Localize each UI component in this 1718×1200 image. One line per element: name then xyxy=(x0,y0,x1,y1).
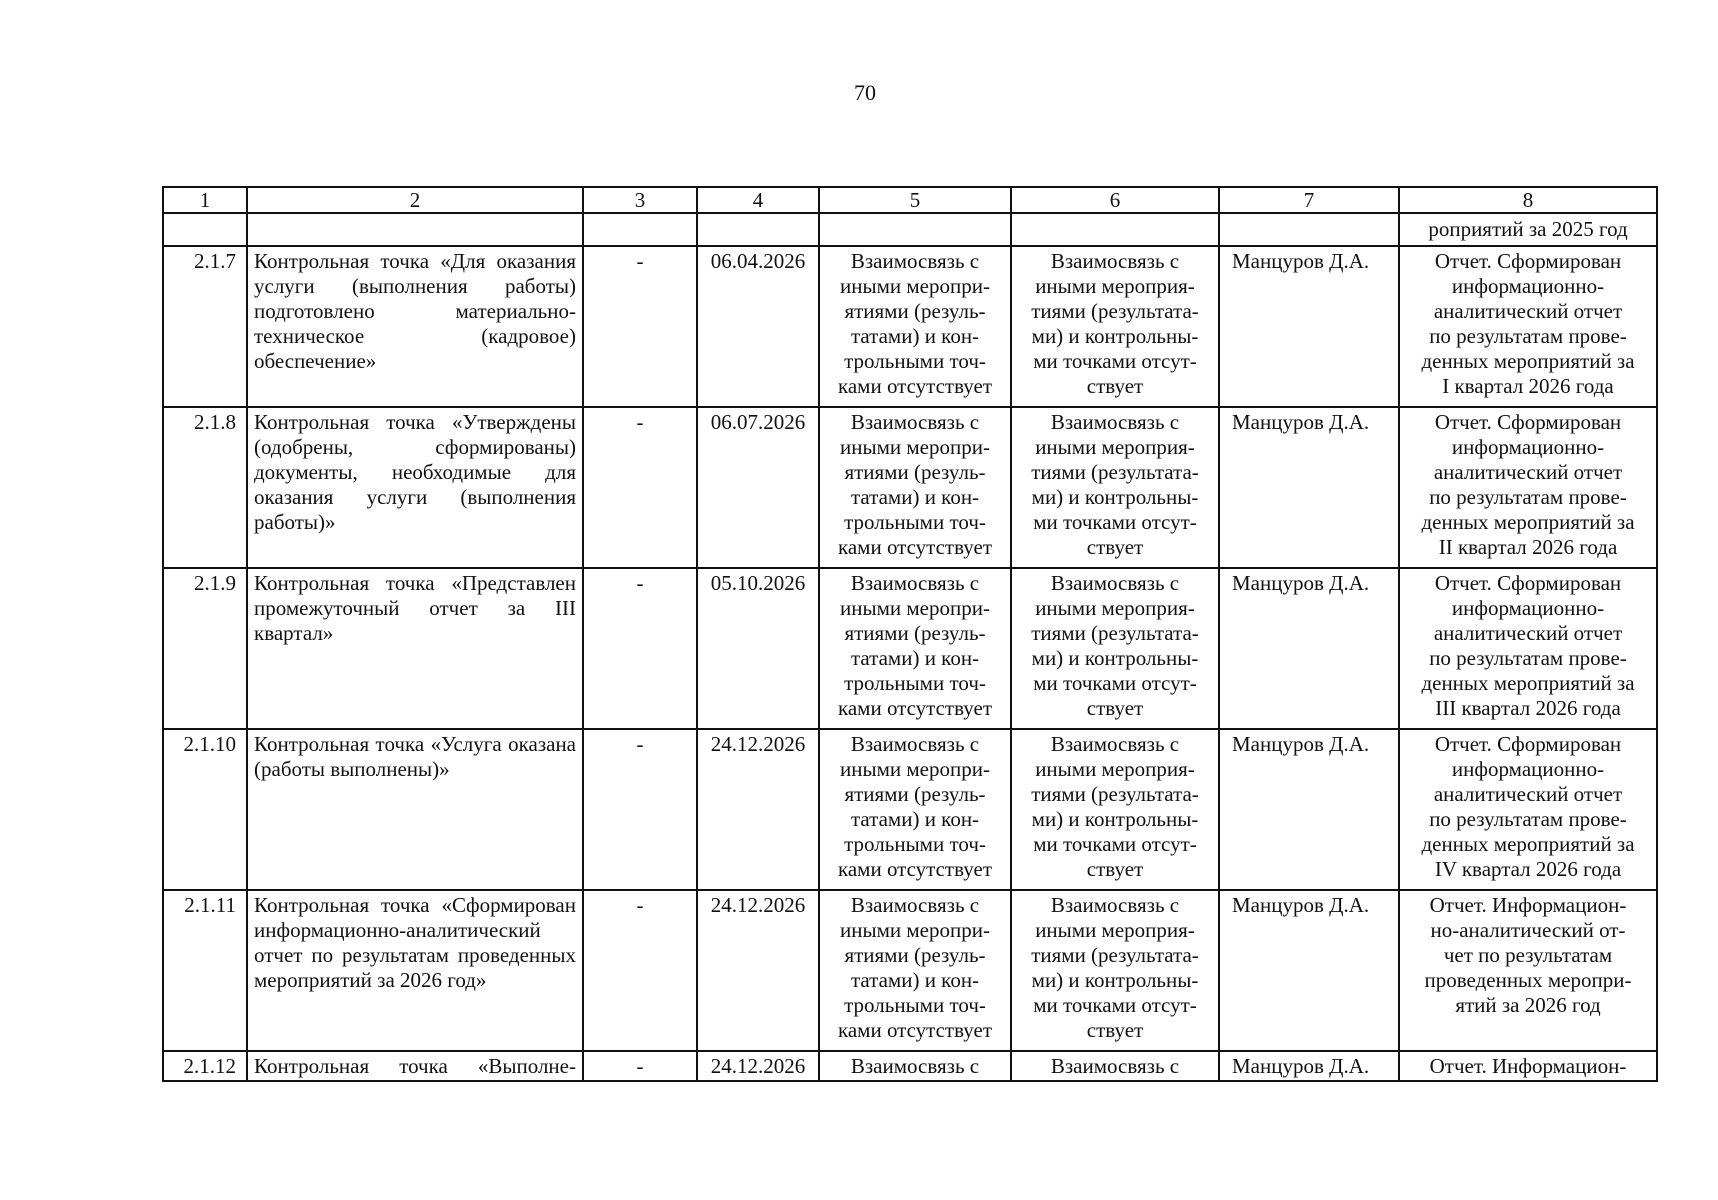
result-cell: Отчет. Сформирован информационно- аналитический отчет по результатам прове- денных мероприятий за III квартал 2026 года xyxy=(1399,568,1657,729)
relation-cell: Взаимосвязь с иными мероприя- тиями (результата- ми) и контрольны- ми точками отсут- ствует xyxy=(1011,568,1219,729)
relation-cell: Взаимосвязь с иными меропри- ятиями (резуль- татами) и кон- трольными точ- ками отсутствует xyxy=(819,568,1011,729)
table-row xyxy=(163,729,1657,890)
column-header: 6 xyxy=(1011,187,1219,213)
empty-cell xyxy=(1219,213,1399,246)
responsible-cell: Манцуров Д.А. xyxy=(1219,890,1399,1051)
relation-cell: Взаимосвязь с иными меропри- ятиями (резуль- татами) и кон- трольными точ- ками отсутствует xyxy=(819,407,1011,568)
empty-cell xyxy=(819,213,1011,246)
activities-table xyxy=(162,186,1658,1082)
result-cell: Отчет. Сформирован информационно- аналитический отчет по результатам прове- денных мероприятий за IV квартал 2026 года xyxy=(1399,729,1657,890)
column-header: 8 xyxy=(1399,187,1657,213)
dash-cell: - xyxy=(583,246,697,407)
checkpoint-name: Контрольная точка «Сформирован информационно-аналитический отчет по результатам проведенных мероприятий за 2026 год» xyxy=(247,890,583,1051)
continuation-text: роприятий за 2025 год xyxy=(1399,213,1657,246)
row-number: 2.1.12 xyxy=(163,1051,247,1081)
checkpoint-name: Контрольная точка «Услуга оказана (работы выполнены)» xyxy=(247,729,583,890)
responsible-cell: Манцуров Д.А. xyxy=(1219,407,1399,568)
row-number: 2.1.9 xyxy=(163,568,247,729)
date-cell: 24.12.2026 xyxy=(697,729,819,890)
dash-cell: - xyxy=(583,407,697,568)
checkpoint-name: Контрольная точка «Выполне- xyxy=(247,1051,583,1081)
dash-cell: - xyxy=(583,890,697,1051)
column-header: 7 xyxy=(1219,187,1399,213)
responsible-cell: Манцуров Д.А. xyxy=(1219,568,1399,729)
page-number: 70 xyxy=(854,80,876,105)
empty-cell xyxy=(697,213,819,246)
result-cell: Отчет. Информацион- xyxy=(1399,1051,1657,1081)
row-number: 2.1.10 xyxy=(163,729,247,890)
result-cell: Отчет. Сформирован информационно- аналитический отчет по результатам прове- денных мероприятий за I квартал 2026 года xyxy=(1399,246,1657,407)
responsible-cell: Манцуров Д.А. xyxy=(1219,246,1399,407)
checkpoint-name: Контрольная точка «Для оказания услуги (выполнения работы) подготовлено материально-техническое (кадровое) обеспечение» xyxy=(247,246,583,407)
column-header: 1 xyxy=(163,187,247,213)
result-cell: Отчет. Сформирован информационно- аналитический отчет по результатам прове- денных мероприятий за II квартал 2026 года xyxy=(1399,407,1657,568)
relation-cell: Взаимосвязь с иными меропри- ятиями (резуль- татами) и кон- трольными точ- ками отсутствует xyxy=(819,890,1011,1051)
empty-cell xyxy=(163,213,247,246)
relation-cell: Взаимосвязь с xyxy=(819,1051,1011,1081)
relation-cell: Взаимосвязь с иными мероприя- тиями (результата- ми) и контрольны- ми точками отсут- ствует xyxy=(1011,407,1219,568)
continuation-row xyxy=(163,213,1657,246)
column-header: 4 xyxy=(697,187,819,213)
table-row xyxy=(163,246,1657,407)
row-number: 2.1.7 xyxy=(163,246,247,407)
table-body xyxy=(163,187,1657,1081)
date-cell: 24.12.2026 xyxy=(697,890,819,1051)
table-row xyxy=(163,890,1657,1051)
date-cell: 06.07.2026 xyxy=(697,407,819,568)
table-row xyxy=(163,407,1657,568)
dash-cell: - xyxy=(583,568,697,729)
date-cell: 05.10.2026 xyxy=(697,568,819,729)
relation-cell: Взаимосвязь с иными меропри- ятиями (резуль- татами) и кон- трольными точ- ками отсутствует xyxy=(819,246,1011,407)
table-row xyxy=(163,568,1657,729)
responsible-cell: Манцуров Д.А. xyxy=(1219,1051,1399,1081)
dash-cell: - xyxy=(583,729,697,890)
table-row xyxy=(163,1051,1657,1081)
date-cell: 06.04.2026 xyxy=(697,246,819,407)
date-cell: 24.12.2026 xyxy=(697,1051,819,1081)
relation-cell: Взаимосвязь с иными мероприя- тиями (результата- ми) и контрольны- ми точками отсут- ствует xyxy=(1011,246,1219,407)
empty-cell xyxy=(247,213,583,246)
column-header: 5 xyxy=(819,187,1011,213)
result-cell: Отчет. Информацион- но-аналитический от- чет по результатам проведенных меропри- ятий за 2026 год xyxy=(1399,890,1657,1051)
dash-cell: - xyxy=(583,1051,697,1081)
responsible-cell: Манцуров Д.А. xyxy=(1219,729,1399,890)
column-header: 2 xyxy=(247,187,583,213)
relation-cell: Взаимосвязь с иными меропри- ятиями (резуль- татами) и кон- трольными точ- ками отсутствует xyxy=(819,729,1011,890)
empty-cell xyxy=(583,213,697,246)
row-number: 2.1.8 xyxy=(163,407,247,568)
column-header: 3 xyxy=(583,187,697,213)
checkpoint-name: Контрольная точка «Представлен промежуточный отчет за III квартал» xyxy=(247,568,583,729)
relation-cell: Взаимосвязь с xyxy=(1011,1051,1219,1081)
relation-cell: Взаимосвязь с иными мероприя- тиями (результата- ми) и контрольны- ми точками отсут- ствует xyxy=(1011,729,1219,890)
empty-cell xyxy=(1011,213,1219,246)
relation-cell: Взаимосвязь с иными мероприя- тиями (результата- ми) и контрольны- ми точками отсут- ствует xyxy=(1011,890,1219,1051)
checkpoint-name: Контрольная точка «Утверждены (одобрены, сформированы) документы, необходимые для оказания услуги (выполнения работы)» xyxy=(247,407,583,568)
row-number: 2.1.11 xyxy=(163,890,247,1051)
column-number-header-row xyxy=(163,187,1657,213)
